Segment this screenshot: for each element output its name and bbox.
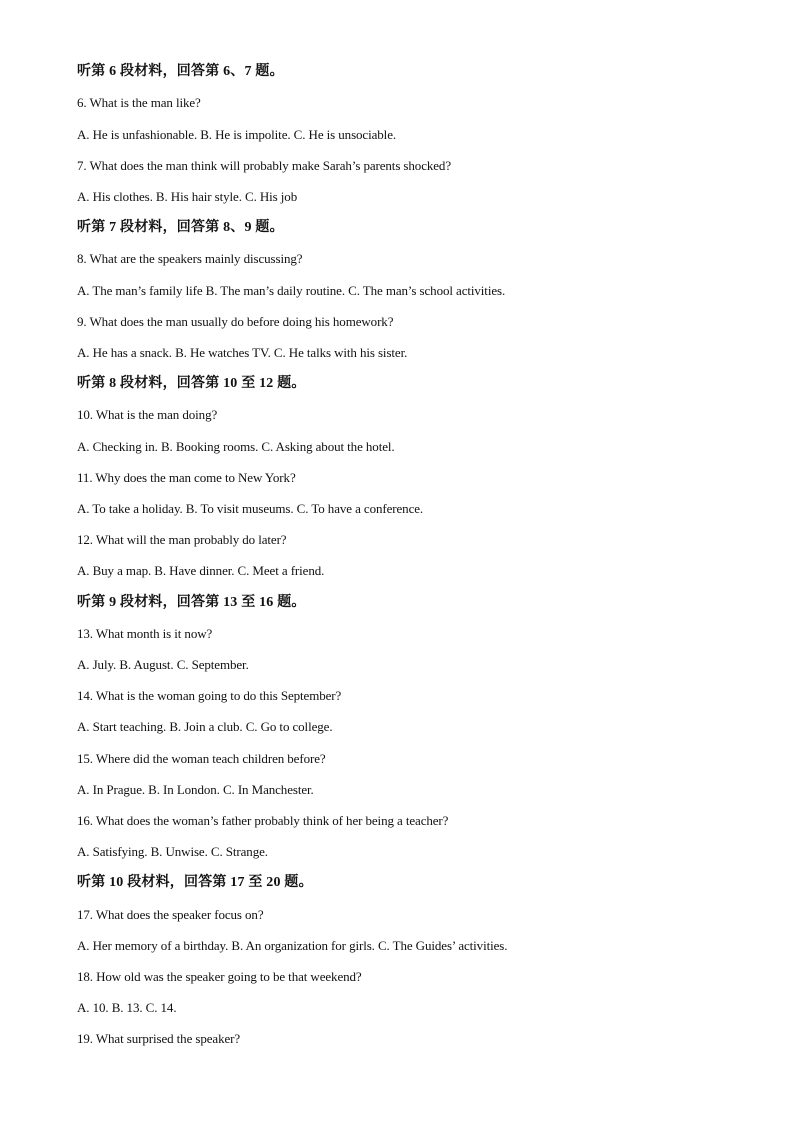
section-heading-7: 听第 7 段材料，回答第 8、9 题。 (77, 220, 284, 235)
options-17: A. Her memory of a birthday. B. An organization for girls. C. The Guides’ activities. (77, 938, 508, 953)
options-14: A. Start teaching. B. Join a club. C. Go to college. (77, 719, 333, 734)
options-15: A. In Prague. B. In London. C. In Manchester. (77, 782, 314, 797)
options-10: A. Checking in. B. Booking rooms. C. Asking about the hotel. (77, 439, 395, 454)
options-9: A. He has a snack. B. He watches TV. C. He talks with his sister. (77, 345, 408, 360)
section-heading-9: 听第 9 段材料，回答第 13 至 16 题。 (77, 595, 306, 610)
question-18: 18. How old was the speaker going to be that weekend? (77, 969, 362, 984)
question-10: 10. What is the man doing? (77, 407, 218, 422)
question-15: 15. Where did the woman teach children before? (77, 751, 326, 766)
options-11: A. To take a holiday. B. To visit museums. C. To have a conference. (77, 501, 424, 516)
options-12: A. Buy a map. B. Have dinner. C. Meet a friend. (77, 563, 325, 578)
question-12: 12. What will the man probably do later? (77, 532, 287, 547)
question-11: 11. Why does the man come to New York? (77, 470, 296, 485)
options-7: A. His clothes. B. His hair style. C. His job (77, 189, 298, 204)
options-16: A. Satisfying. B. Unwise. C. Strange. (77, 844, 268, 859)
question-6: 6. What is the man like? (77, 95, 201, 110)
question-13: 13. What month is it now? (77, 626, 213, 641)
question-9: 9. What does the man usually do before doing his homework? (77, 314, 394, 329)
question-19: 19. What surprised the speaker? (77, 1031, 241, 1046)
section-heading-10: 听第 10 段材料，回答第 17 至 20 题。 (77, 875, 313, 890)
question-14: 14. What is the woman going to do this September? (77, 688, 342, 703)
options-13: A. July. B. August. C. September. (77, 657, 249, 672)
section-heading-8: 听第 8 段材料，回答第 10 至 12 题。 (77, 376, 306, 391)
question-17: 17. What does the speaker focus on? (77, 907, 264, 922)
question-7: 7. What does the man think will probably make Sarah’s parents shocked? (77, 158, 451, 173)
question-8: 8. What are the speakers mainly discussing? (77, 251, 303, 266)
options-8: A. The man’s family life B. The man’s daily routine. C. The man’s school activities. (77, 283, 506, 298)
options-6: A. He is unfashionable. B. He is impolite. C. He is unsociable. (77, 127, 397, 142)
options-18: A. 10. B. 13. C. 14. (77, 1000, 177, 1015)
question-16: 16. What does the woman’s father probably think of her being a teacher? (77, 813, 449, 828)
section-heading-6: 听第 6 段材料，回答第 6、7 题。 (77, 64, 284, 79)
